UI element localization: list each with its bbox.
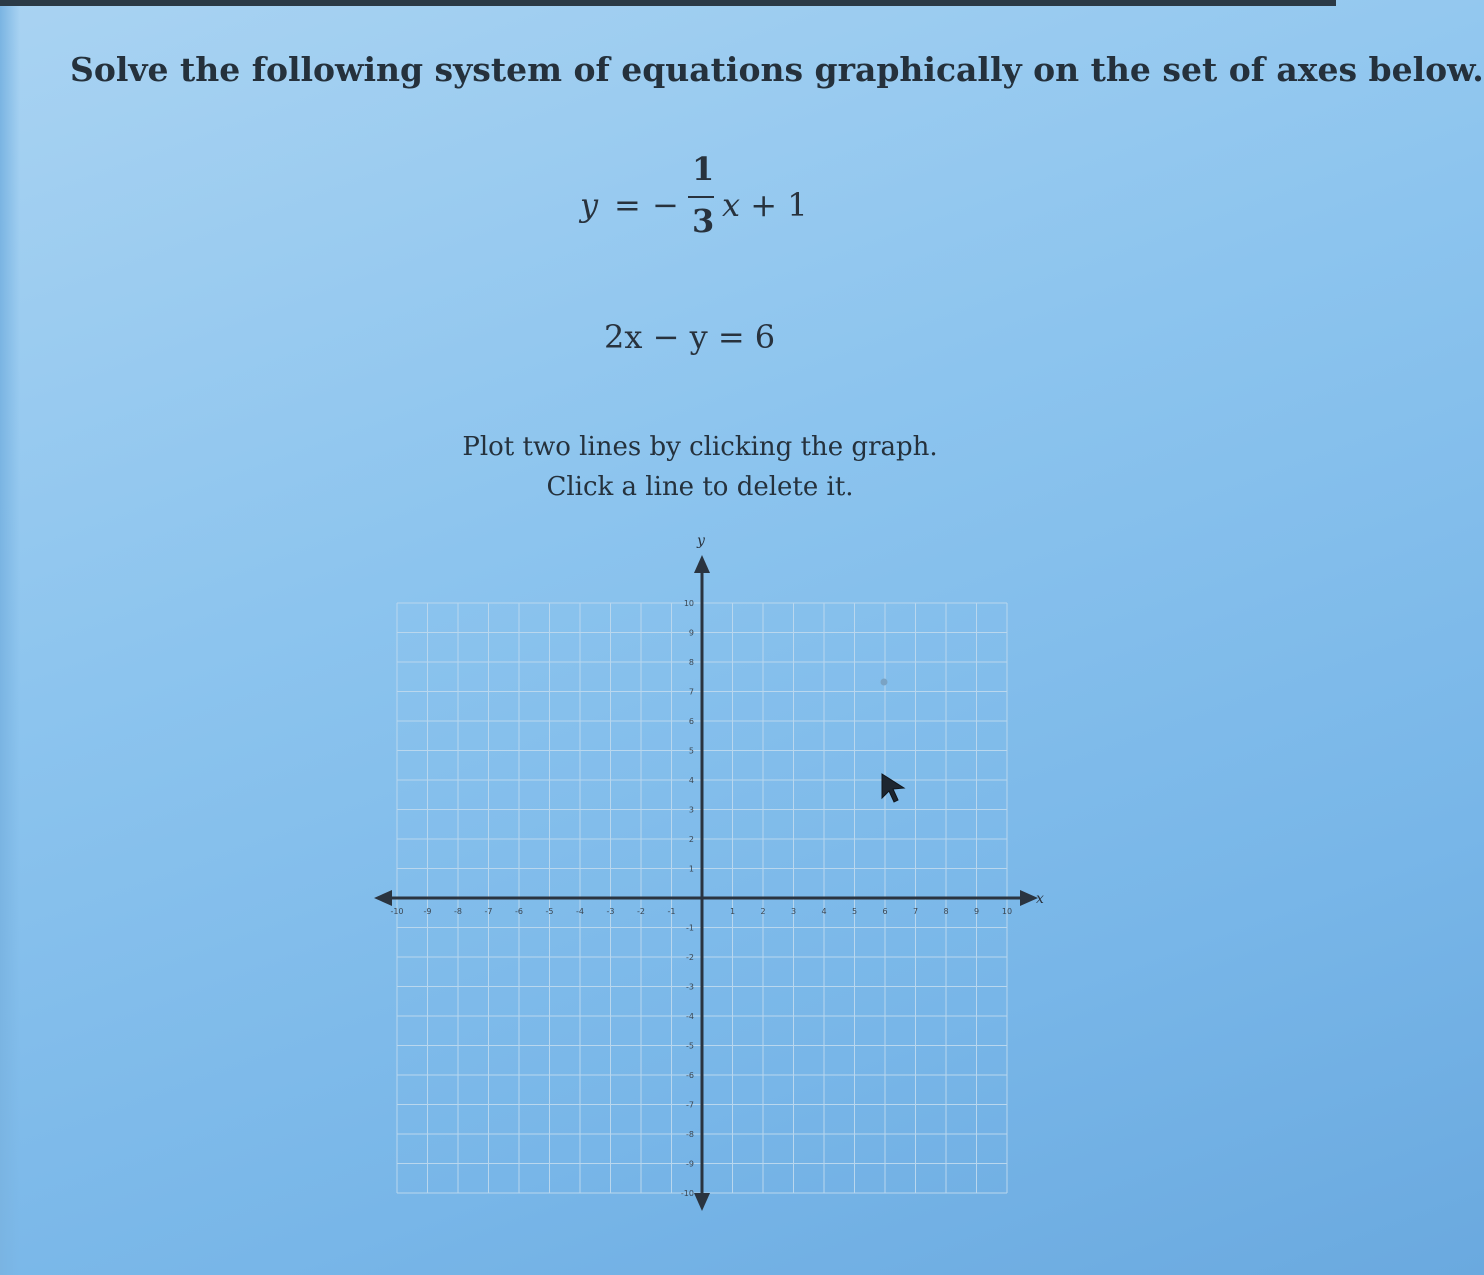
equation-1-rhs [722,186,808,224]
equation-1-numerator: 1 [692,150,715,188]
y-tick-label: 4 [688,776,694,785]
y-tick-label: 8 [688,658,694,667]
x-tick-label: -8 [454,907,462,916]
x-tick-label: 5 [851,907,858,916]
x-tick-label: -9 [423,907,432,916]
x-tick-label: -7 [484,907,493,916]
x-tick-label: 2 [760,907,766,916]
x-tick-label: -6 [515,907,523,916]
instruction-delete: Click a line to delete it. [546,472,854,502]
x-tick-label: 3 [790,907,797,916]
window-top-edge [0,0,1336,6]
y-tick-label: -5 [686,1041,694,1051]
y-tick-label: -3 [686,982,694,992]
y-axis-label: y [697,533,705,549]
equation-1-lhs: y [580,186,599,224]
equation-1-denominator: 3 [692,202,715,240]
question-text: Solve the following system of equations graphically on the set of axes below. [70,50,1484,89]
mouse-pointer-icon [878,770,908,806]
equation-1-equals: = [614,186,641,224]
y-tick-label: -1 [686,923,694,933]
x-tick-label: 1 [729,907,736,916]
y-tick-label: -7 [686,1100,694,1110]
y-tick-label: -2 [686,953,694,962]
equation-1-minus: − [652,186,679,224]
y-tick-label: 6 [688,717,694,726]
y-axis-bottom-arrow [694,1193,710,1211]
equation-1-fraction-bar [688,196,714,198]
y-tick-label: -9 [686,1159,694,1169]
axes [374,533,1044,1211]
x-tick-label: 8 [943,907,949,916]
x-tick-label: -1 [667,907,676,916]
instruction-plot: Plot two lines by clicking the graph. [462,432,938,462]
x-tick-label: -2 [637,907,645,916]
y-axis-top-arrow [694,555,710,573]
x-tick-label: -4 [576,907,584,916]
y-tick-label: 7 [688,687,694,697]
x-axis-left-arrow [374,890,392,906]
x-tick-label: -5 [545,907,554,916]
coordinate-graph[interactable] [360,525,1060,1225]
equation-1-rhs-variable: x [722,186,741,224]
x-tick-label: 10 [1001,907,1013,916]
window-left-edge [0,6,20,1275]
y-tick-label: -8 [686,1130,694,1139]
y-tick-label: 9 [688,628,694,638]
x-tick-label: -3 [606,907,615,916]
x-tick-label: 6 [882,907,888,916]
y-tick-label: 5 [688,746,694,756]
graph-point-marker[interactable] [881,679,888,686]
x-axis-label: x [1036,891,1044,907]
x-tick-label: -10 [390,907,404,916]
y-tick-label: 1 [688,864,694,874]
y-tick-label: 3 [688,805,694,815]
y-tick-label: -4 [686,1012,694,1021]
x-tick-label: 7 [912,907,919,916]
x-tick-label: 4 [821,907,827,916]
equation-2: 2x − y = 6 [604,318,776,356]
equation-1-rhs-constant: + 1 [740,186,808,224]
y-tick-label: 2 [688,835,694,844]
x-tick-label: 9 [973,907,980,916]
y-tick-label: -6 [686,1071,694,1080]
y-tick-label: -10 [680,1189,694,1198]
y-tick-label: 10 [683,599,694,608]
